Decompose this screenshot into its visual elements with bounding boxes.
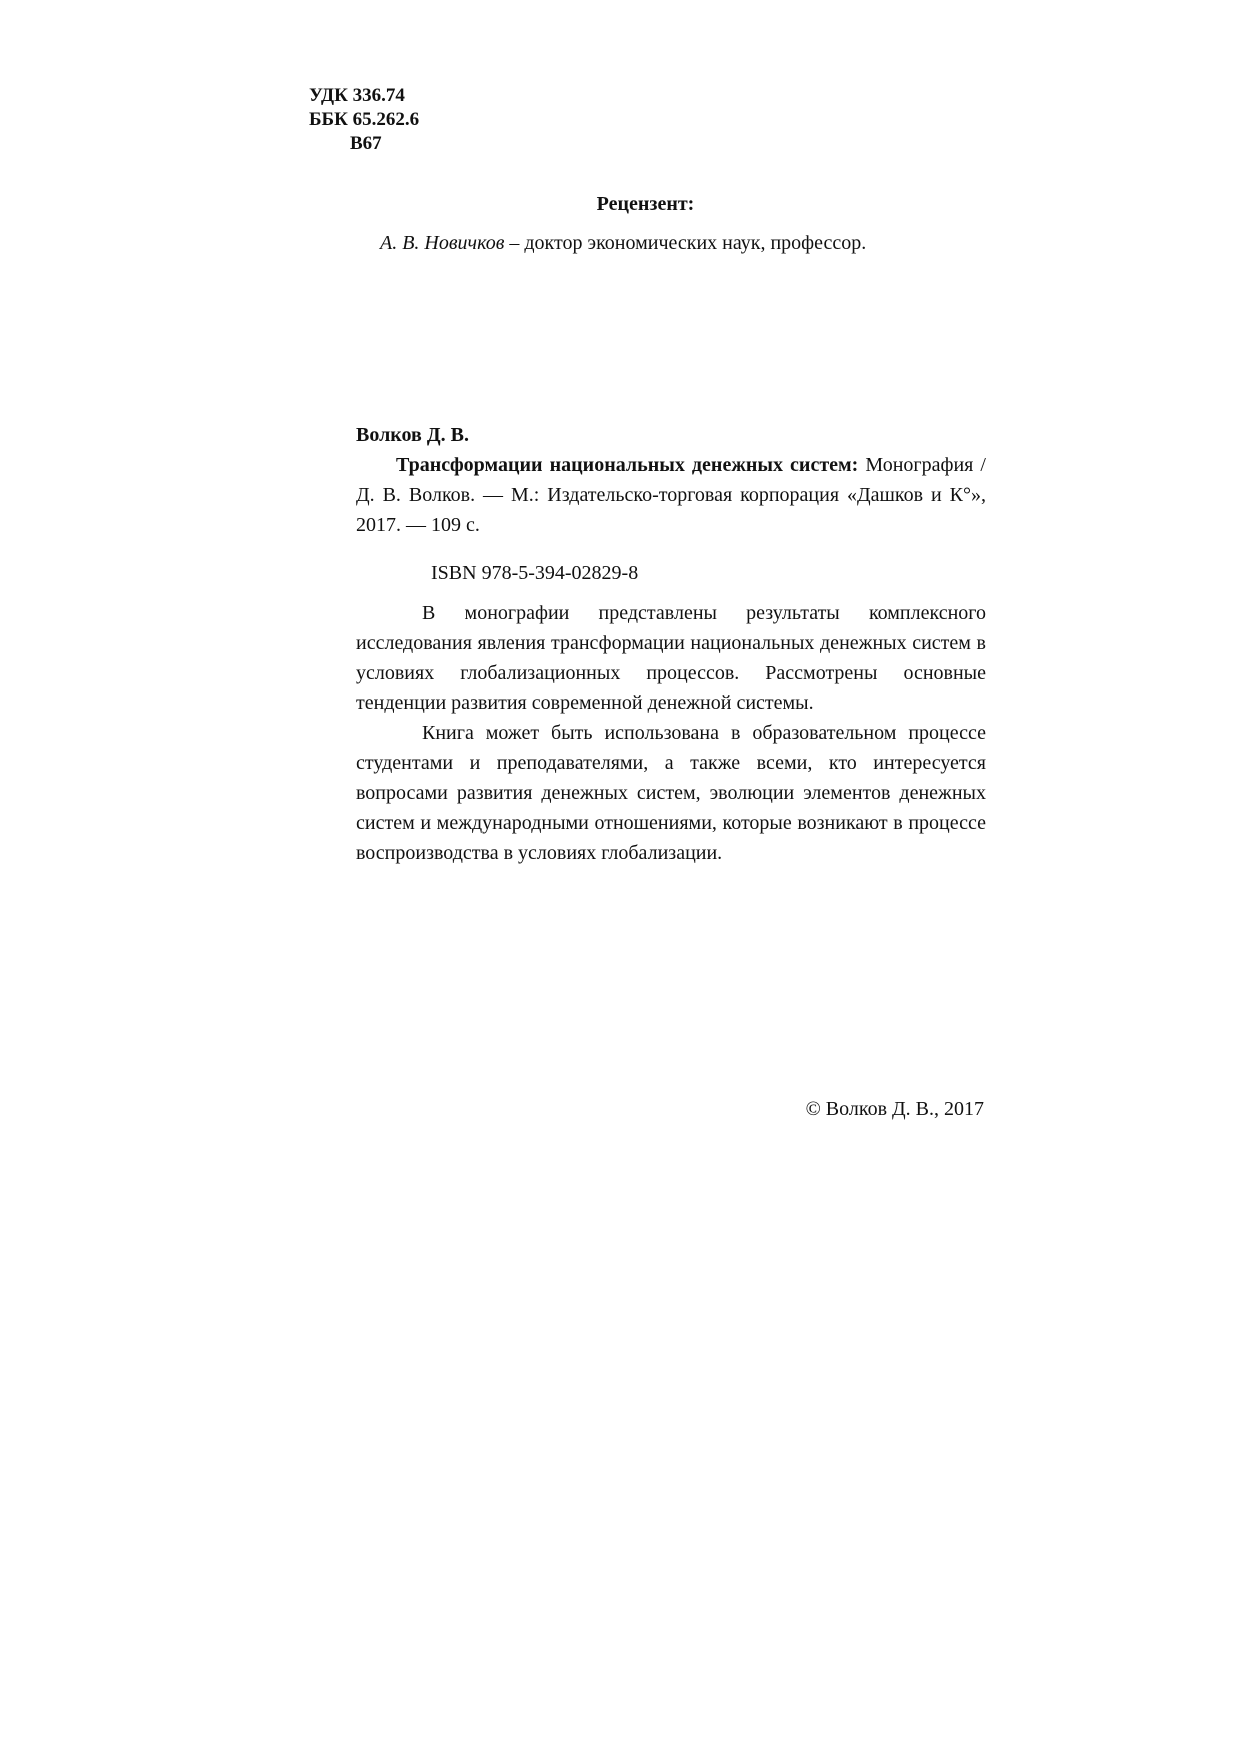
annotation-paragraph: В монографии представлены результаты комплексного исследования явления трансформации национальных денежных систем в условиях глобализационных процессов. Рассмотрены основные тенденции развития современной денежной системы. (356, 602, 986, 714)
classification-codes (309, 84, 419, 156)
bibliographic-record (356, 450, 986, 540)
reviewer-line (380, 232, 866, 255)
udk-code: УДК 336.74 (309, 85, 405, 106)
author-mark: В67 (350, 133, 382, 154)
copyright-notice: © Волков Д. В., 2017 (805, 1098, 984, 1120)
annotation (356, 598, 986, 868)
bibliographic-details: Монография / Д. В. Волков. — М.: Издательско-торговая корпорация «Дашков и К°», 2017. — 109 с. (356, 454, 986, 536)
isbn: ISBN 978-5-394-02829-8 (431, 562, 639, 584)
book-title: Трансформации национальных денежных систем: (396, 454, 859, 476)
annotation-paragraph: Книга может быть использована в образовательном процессе студентами и преподавателями, а также всеми, кто интересуется вопросами развития денежных систем, эволюции элементов денежных систем и международными отношениями, которые возникают в процессе воспроизводства в условиях глобализации. (356, 722, 986, 864)
bbk-code: ББК 65.262.6 (309, 109, 420, 130)
bibliographic-author: Волков Д. В. (356, 424, 469, 446)
reviewer-description: – доктор экономических наук, профессор. (504, 232, 867, 254)
reviewer-name: А. В. Новичков (380, 232, 505, 254)
reviewer-heading: Рецензент: (596, 193, 695, 215)
